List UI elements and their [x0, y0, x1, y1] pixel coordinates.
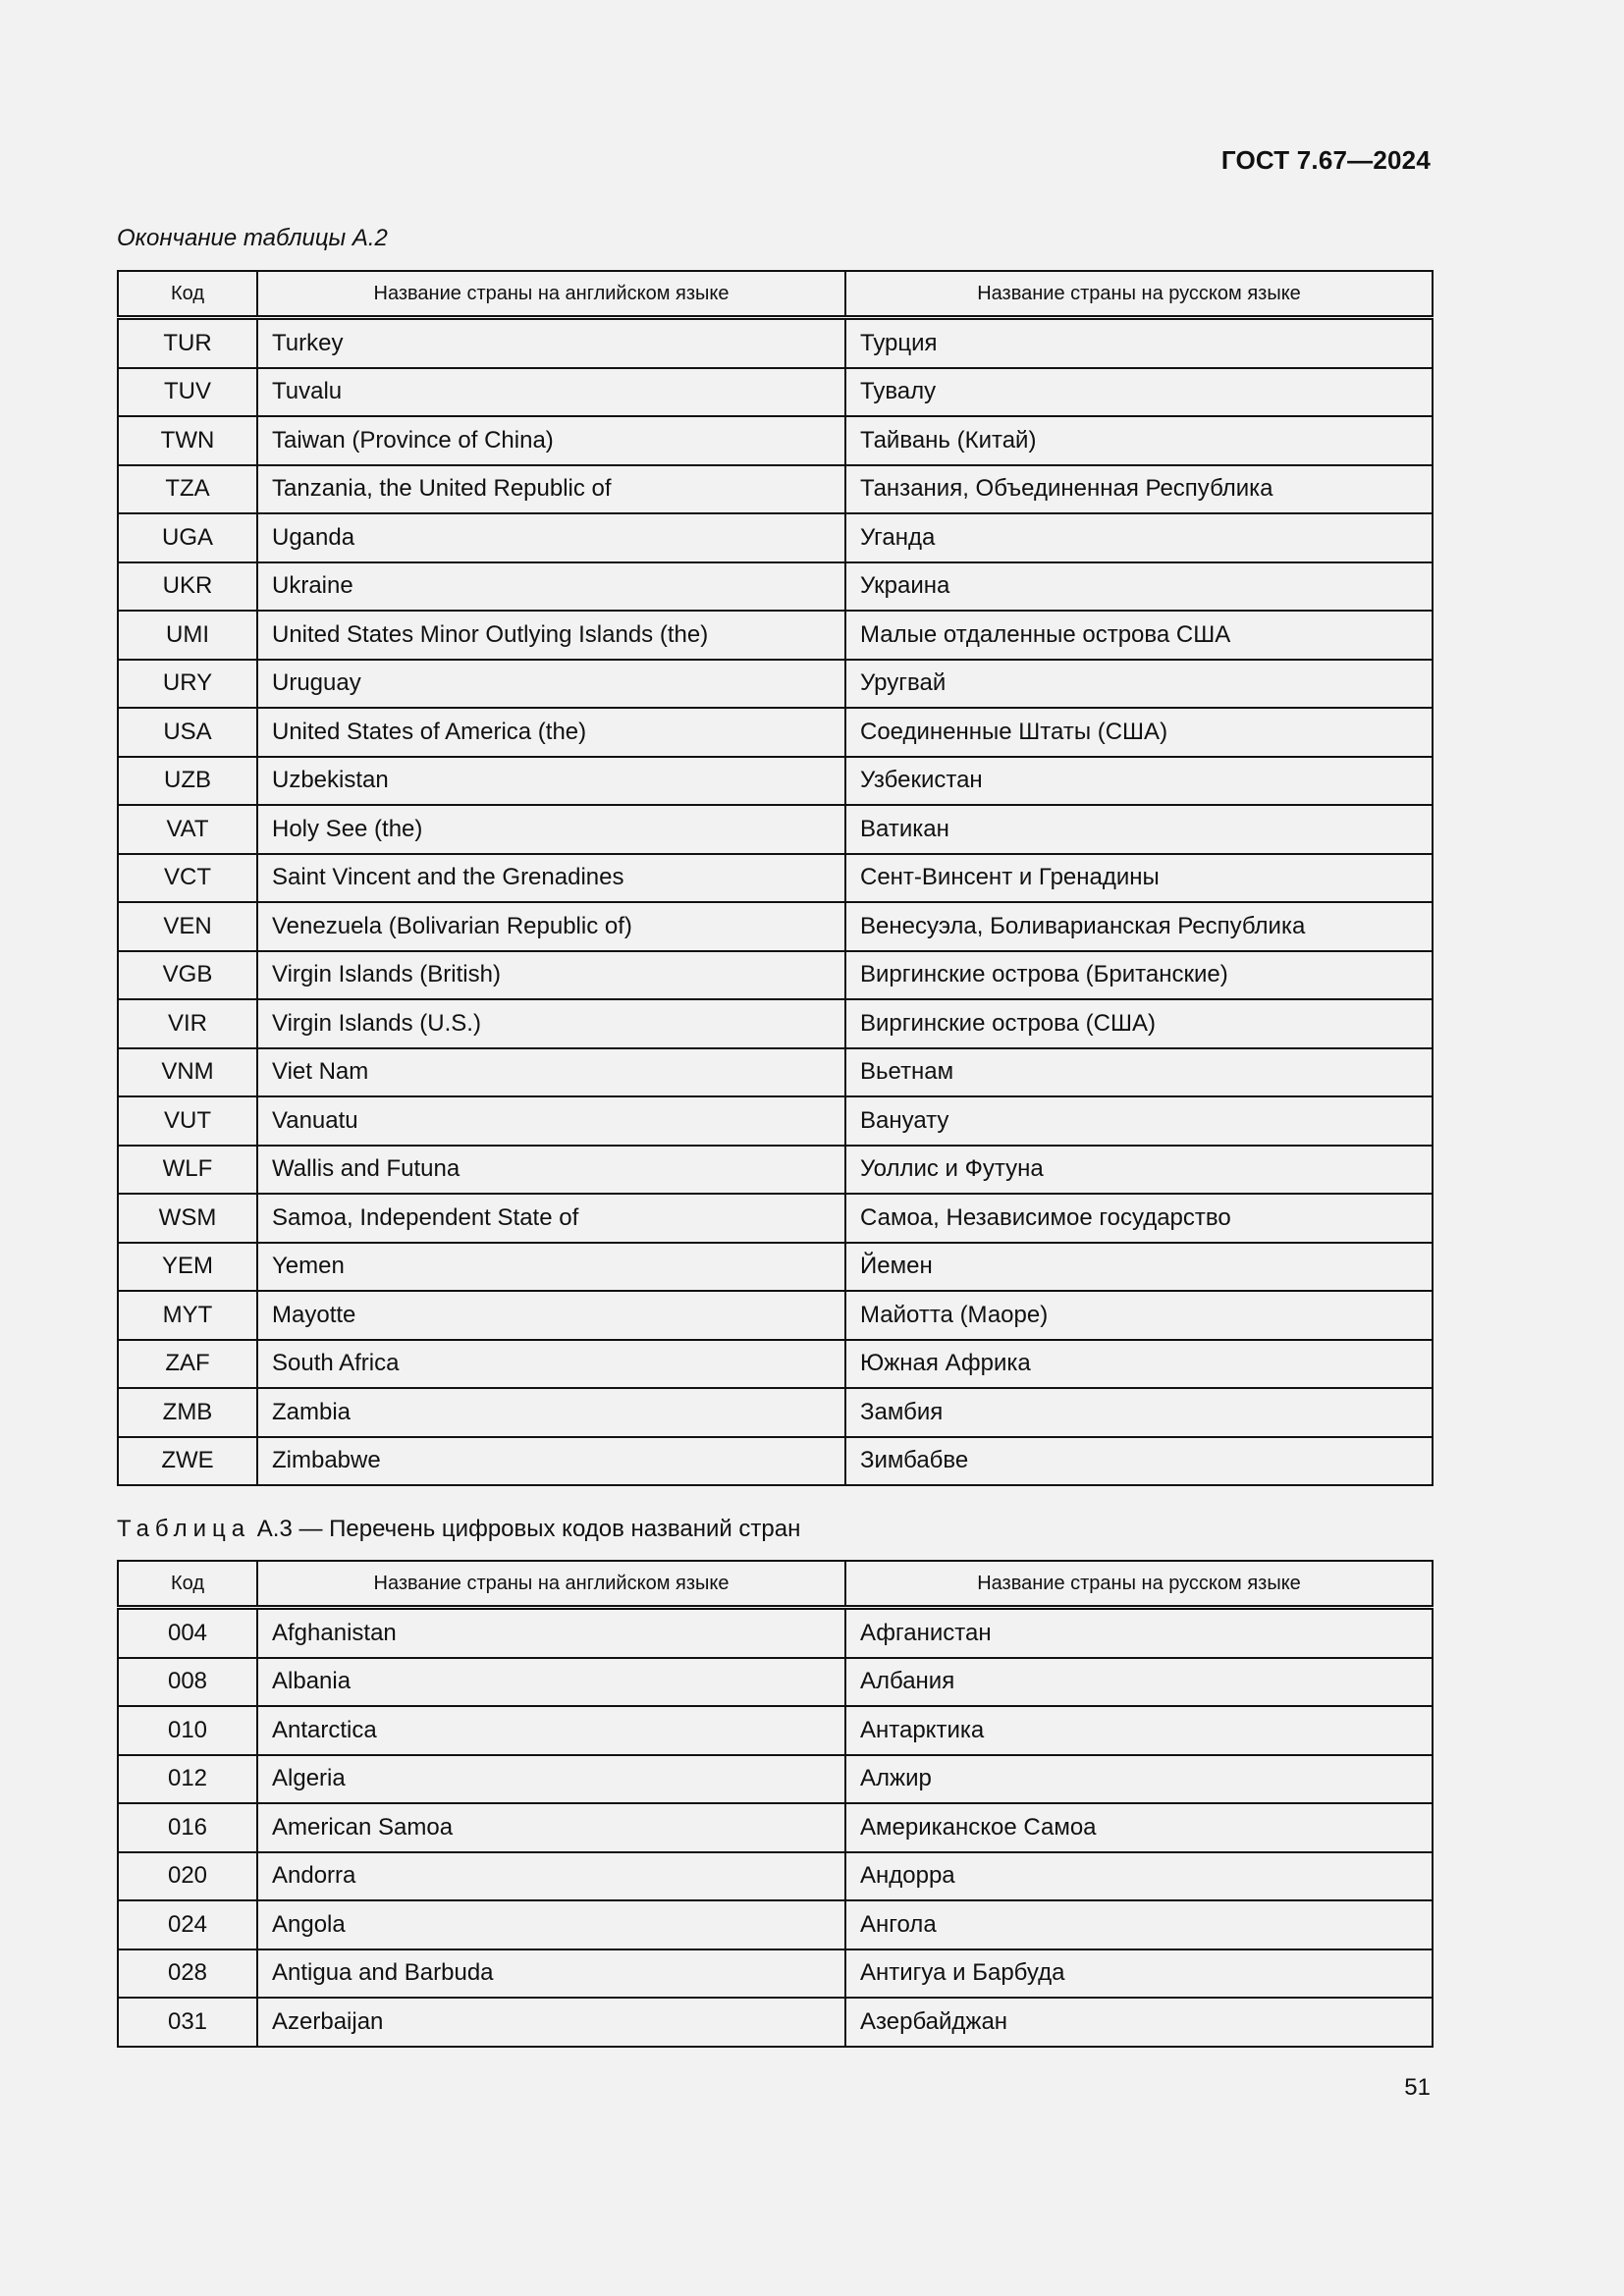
cell-russian-name: Южная Африка: [845, 1340, 1433, 1389]
cell-english-name: Uganda: [257, 513, 845, 562]
table-row: [118, 999, 1433, 1048]
cell-russian-name: Уоллис и Футуна: [845, 1146, 1433, 1195]
table-row: [118, 513, 1433, 562]
cell-russian-name: Уругвай: [845, 660, 1433, 709]
cell-english-name: Algeria: [257, 1755, 845, 1804]
cell-english-name: Andorra: [257, 1852, 845, 1901]
cell-russian-name: Турция: [845, 318, 1433, 368]
table-row: [118, 318, 1433, 368]
cell-code: 024: [118, 1900, 257, 1949]
cell-code: 012: [118, 1755, 257, 1804]
table-row: [118, 708, 1433, 757]
cell-russian-name: Самоа, Независимое государство: [845, 1194, 1433, 1243]
table-row: [118, 1340, 1433, 1389]
cell-code: ZMB: [118, 1388, 257, 1437]
cell-english-name: Antigua and Barbuda: [257, 1949, 845, 1999]
cell-english-name: Samoa, Independent State of: [257, 1194, 845, 1243]
standard-designation: ГОСТ 7.67—2024: [1220, 145, 1431, 175]
table-row: [118, 1096, 1433, 1146]
cell-english-name: Afghanistan: [257, 1608, 845, 1658]
cell-russian-name: Майотта (Маоре): [845, 1291, 1433, 1340]
cell-english-name: Uzbekistan: [257, 757, 845, 806]
cell-russian-name: Ангола: [845, 1900, 1433, 1949]
table-row: [118, 1048, 1433, 1097]
column-header-code: Код: [118, 271, 257, 318]
table-row: [118, 1755, 1433, 1804]
cell-code: 016: [118, 1803, 257, 1852]
table-a2-body: [118, 318, 1433, 1486]
cell-english-name: Holy See (the): [257, 805, 845, 854]
cell-code: VGB: [118, 951, 257, 1000]
cell-russian-name: Танзания, Объединенная Республика: [845, 465, 1433, 514]
table-row: [118, 1146, 1433, 1195]
cell-code: 020: [118, 1852, 257, 1901]
cell-russian-name: Венесуэла, Боливарианская Республика: [845, 902, 1433, 951]
column-header-english-name: Название страны на английском языке: [257, 1561, 845, 1608]
cell-english-name: Yemen: [257, 1243, 845, 1292]
column-header-russian-name: Название страны на русском языке: [845, 1561, 1433, 1608]
cell-russian-name: Албания: [845, 1658, 1433, 1707]
cell-code: UGA: [118, 513, 257, 562]
cell-english-name: Turkey: [257, 318, 845, 368]
table-row: [118, 368, 1433, 417]
cell-russian-name: Вануату: [845, 1096, 1433, 1146]
cell-english-name: United States of America (the): [257, 708, 845, 757]
cell-code: UZB: [118, 757, 257, 806]
cell-english-name: Mayotte: [257, 1291, 845, 1340]
column-header-russian-name: Название страны на русском языке: [845, 271, 1433, 318]
cell-russian-name: Уганда: [845, 513, 1433, 562]
table-a3-caption-word: Таблица: [117, 1516, 251, 1542]
cell-code: VCT: [118, 854, 257, 903]
cell-code: VAT: [118, 805, 257, 854]
cell-russian-name: Вьетнам: [845, 1048, 1433, 1097]
cell-russian-name: Узбекистан: [845, 757, 1433, 806]
table-row: [118, 465, 1433, 514]
cell-russian-name: Тайвань (Китай): [845, 416, 1433, 465]
cell-code: VEN: [118, 902, 257, 951]
cell-code: 004: [118, 1608, 257, 1658]
cell-russian-name: Соединенные Штаты (США): [845, 708, 1433, 757]
cell-russian-name: Андорра: [845, 1852, 1433, 1901]
cell-code: TZA: [118, 465, 257, 514]
cell-code: MYT: [118, 1291, 257, 1340]
table-a2-caption: Окончание таблицы А.2: [117, 225, 388, 251]
table-row: [118, 1900, 1433, 1949]
cell-english-name: Tanzania, the United Republic of: [257, 465, 845, 514]
table-row: [118, 562, 1433, 612]
cell-english-name: Antarctica: [257, 1706, 845, 1755]
table-row: [118, 1437, 1433, 1486]
table-row: [118, 757, 1433, 806]
table-a3-header-row: [118, 1561, 1433, 1608]
cell-russian-name: Американское Самоа: [845, 1803, 1433, 1852]
cell-russian-name: Афганистан: [845, 1608, 1433, 1658]
cell-russian-name: Азербайджан: [845, 1998, 1433, 2047]
cell-english-name: Viet Nam: [257, 1048, 845, 1097]
cell-russian-name: Виргинские острова (Британские): [845, 951, 1433, 1000]
page-number: 51: [1404, 2074, 1431, 2101]
cell-code: 010: [118, 1706, 257, 1755]
table-row: [118, 805, 1433, 854]
cell-russian-name: Антигуа и Барбуда: [845, 1949, 1433, 1999]
cell-english-name: Vanuatu: [257, 1096, 845, 1146]
cell-russian-name: Малые отдаленные острова США: [845, 611, 1433, 660]
cell-code: VNM: [118, 1048, 257, 1097]
table-row: [118, 1803, 1433, 1852]
table-a3-caption: [117, 1516, 800, 1543]
table-row: [118, 1949, 1433, 1999]
cell-russian-name: Тувалу: [845, 368, 1433, 417]
table-row: [118, 902, 1433, 951]
cell-code: VUT: [118, 1096, 257, 1146]
cell-code: USA: [118, 708, 257, 757]
cell-code: TUV: [118, 368, 257, 417]
table-row: [118, 1658, 1433, 1707]
cell-russian-name: Виргинские острова (США): [845, 999, 1433, 1048]
cell-english-name: Albania: [257, 1658, 845, 1707]
cell-russian-name: Украина: [845, 562, 1433, 612]
cell-english-name: Taiwan (Province of China): [257, 416, 845, 465]
cell-code: UMI: [118, 611, 257, 660]
cell-russian-name: Зимбабве: [845, 1437, 1433, 1486]
cell-russian-name: Антарктика: [845, 1706, 1433, 1755]
table-row: [118, 1243, 1433, 1292]
cell-russian-name: Ватикан: [845, 805, 1433, 854]
table-row: [118, 611, 1433, 660]
cell-code: 008: [118, 1658, 257, 1707]
table-row: [118, 854, 1433, 903]
cell-english-name: Virgin Islands (British): [257, 951, 845, 1000]
cell-english-name: Zambia: [257, 1388, 845, 1437]
cell-english-name: American Samoa: [257, 1803, 845, 1852]
table-row: [118, 1388, 1433, 1437]
cell-english-name: Ukraine: [257, 562, 845, 612]
cell-code: 031: [118, 1998, 257, 2047]
table-row: [118, 1291, 1433, 1340]
cell-code: TUR: [118, 318, 257, 368]
cell-english-name: Zimbabwe: [257, 1437, 845, 1486]
table-a3: [117, 1560, 1434, 2048]
cell-english-name: Angola: [257, 1900, 845, 1949]
cell-code: VIR: [118, 999, 257, 1048]
table-row: [118, 951, 1433, 1000]
cell-english-name: United States Minor Outlying Islands (the): [257, 611, 845, 660]
cell-english-name: South Africa: [257, 1340, 845, 1389]
cell-code: ZAF: [118, 1340, 257, 1389]
table-a3-body: [118, 1608, 1433, 2047]
table-a2: [117, 270, 1434, 1486]
cell-code: ZWE: [118, 1437, 257, 1486]
cell-english-name: Virgin Islands (U.S.): [257, 999, 845, 1048]
cell-code: URY: [118, 660, 257, 709]
cell-russian-name: Йемен: [845, 1243, 1433, 1292]
cell-english-name: Uruguay: [257, 660, 845, 709]
column-header-code: Код: [118, 1561, 257, 1608]
cell-code: YEM: [118, 1243, 257, 1292]
cell-english-name: Venezuela (Bolivarian Republic of): [257, 902, 845, 951]
cell-code: UKR: [118, 562, 257, 612]
table-a2-header-row: [118, 271, 1433, 318]
cell-code: TWN: [118, 416, 257, 465]
cell-russian-name: Сент-Винсент и Гренадины: [845, 854, 1433, 903]
column-header-english-name: Название страны на английском языке: [257, 271, 845, 318]
table-row: [118, 416, 1433, 465]
table-row: [118, 1998, 1433, 2047]
cell-code: 028: [118, 1949, 257, 1999]
cell-russian-name: Замбия: [845, 1388, 1433, 1437]
cell-english-name: Saint Vincent and the Grenadines: [257, 854, 845, 903]
table-row: [118, 660, 1433, 709]
cell-code: WLF: [118, 1146, 257, 1195]
cell-russian-name: Алжир: [845, 1755, 1433, 1804]
cell-english-name: Azerbaijan: [257, 1998, 845, 2047]
cell-code: WSM: [118, 1194, 257, 1243]
table-row: [118, 1608, 1433, 1658]
table-row: [118, 1852, 1433, 1901]
table-a3-caption-title: А.3 — Перечень цифровых кодов названий стран: [256, 1516, 801, 1542]
table-row: [118, 1194, 1433, 1243]
cell-english-name: Tuvalu: [257, 368, 845, 417]
table-row: [118, 1706, 1433, 1755]
cell-english-name: Wallis and Futuna: [257, 1146, 845, 1195]
